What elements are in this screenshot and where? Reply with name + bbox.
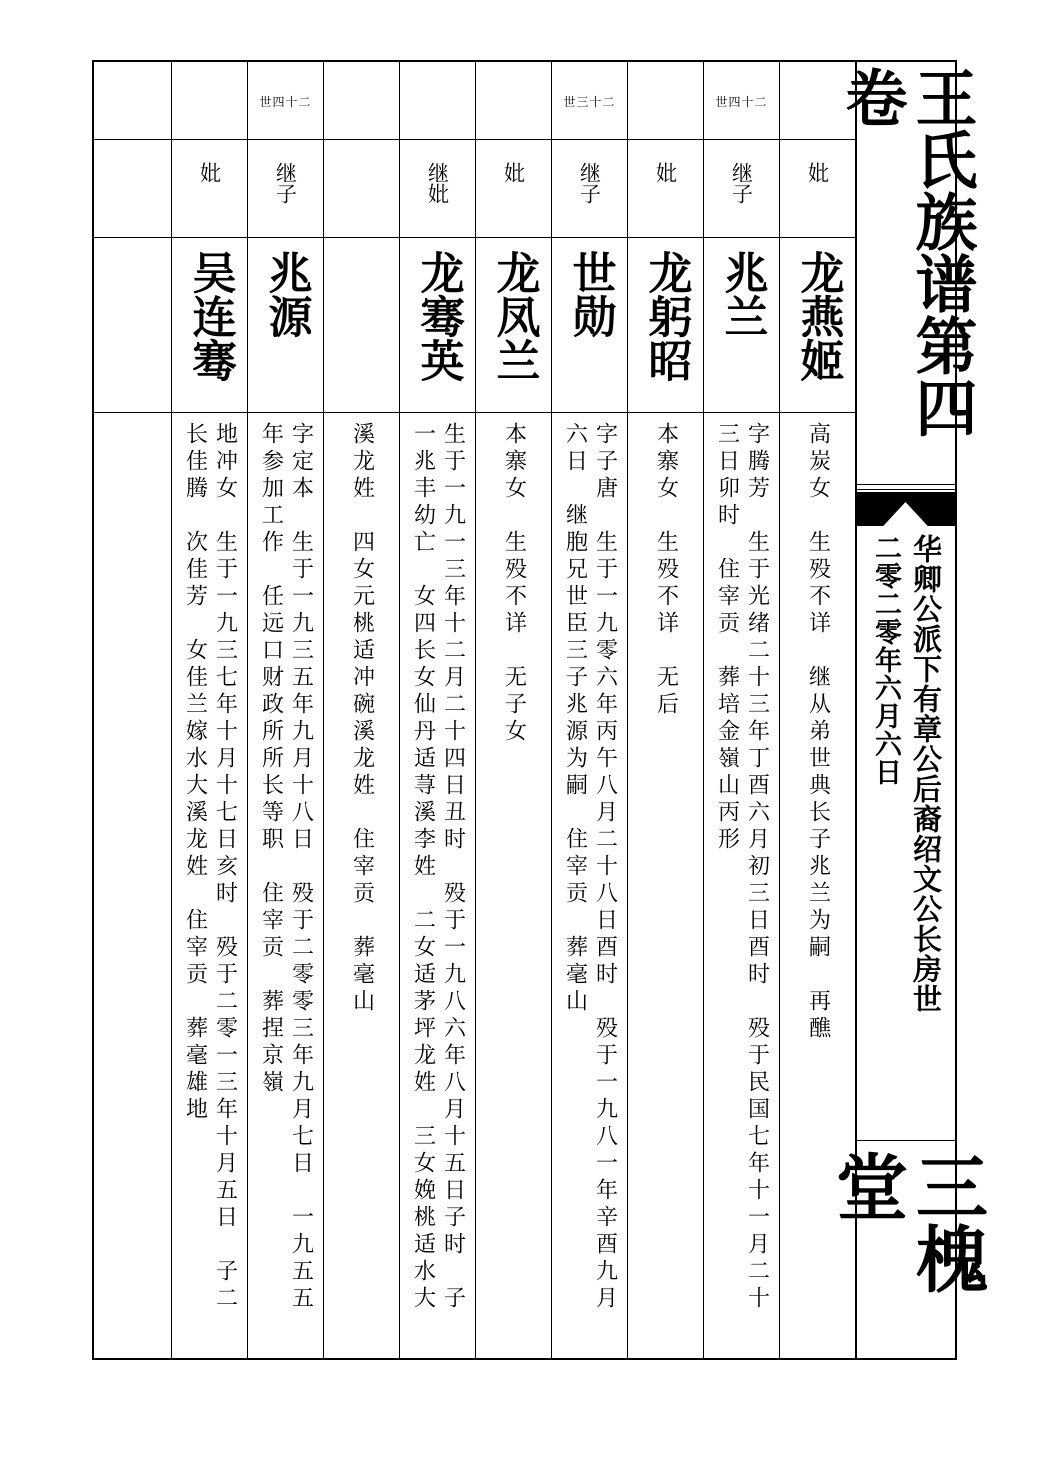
generation-label [400, 62, 475, 140]
generation-label [94, 62, 171, 140]
person-column [475, 62, 551, 1358]
person-name: 世勋 [564, 250, 616, 338]
person-name: 龙凤兰 [488, 250, 540, 382]
relation-label: 继妣 [425, 162, 450, 204]
compile-date: 二零二零年六月六日 [870, 534, 901, 786]
biography-line: 字子唐 生于一九零六年丙午八月二十八日酉时 殁于一九八一年辛酉九月 [592, 422, 618, 1313]
biography-line: 高炭女 生殁不详 继从弟世典长子兆兰为嗣 再醮 [805, 422, 831, 1043]
person-column [399, 62, 475, 1358]
generation-label [628, 62, 703, 140]
relation-label: 妣 [501, 162, 526, 183]
biography-line: 生于一九一三年十二月二十四日丑时 殁于一九八六年八月十五日子时 子 [440, 422, 466, 1313]
biography-line: 本寨女 生殁不详 无子女 [501, 422, 527, 746]
relation-label: 继子 [273, 162, 298, 204]
person-column [247, 62, 323, 1358]
generation-label [172, 62, 247, 140]
biography-line: 溪龙姓 四女元桃适冲碗溪龙姓 住宰贡 葬毫山 [349, 422, 375, 1016]
biography-line: 字定本 生于一九三五年九月十八日 殁于二零零三年九月七日 一九五五 [288, 422, 314, 1313]
hall-name: 三槐堂 [824, 1150, 988, 1294]
biography-line: 本寨女 生殁不详 无后 [653, 422, 679, 719]
biography-line: 六日 继胞兄世臣三子兆源为嗣 住宰贡 葬毫山 [562, 422, 588, 1016]
person-name: 龙躬昭 [640, 250, 692, 382]
genealogy-page-frame [92, 60, 988, 1360]
person-column [551, 62, 627, 1358]
generation-label [324, 62, 399, 140]
person-column [627, 62, 703, 1358]
biography-line: 长佳腾 次佳芳 女佳兰嫁水大溪龙姓 住宰贡 葬毫雄地 [182, 422, 208, 1124]
biography-line: 地冲女 生于一九三七年十月十七日亥时 殁于二零一三年十月五日 子二 [212, 422, 238, 1313]
hall-divider-line [857, 1140, 955, 1141]
black-banner-ornament [857, 492, 955, 526]
book-title: 王氏族谱第四卷 [835, 66, 978, 438]
relation-label: 妣 [805, 162, 830, 183]
biography-line: 字腾芳 生于光绪二十三年丁酉六月初三日酉时 殁于民国七年十一月二十 [744, 422, 770, 1313]
person-name: 龙燕姬 [792, 250, 844, 382]
person-column [323, 62, 399, 1358]
person-name: 兆源 [260, 250, 312, 338]
relation-label: 妣 [197, 162, 222, 183]
relation-label: 继子 [729, 162, 754, 204]
generation-label [476, 62, 551, 140]
person-column [703, 62, 779, 1358]
biography-line: 一兆丰幼亡 女四长女仙丹适荨溪李姓 二女适茅坪龙姓 三女娩桃适水大 [410, 422, 436, 1313]
generation-label: 世四十二 [715, 94, 768, 109]
branch-subtitle: 华卿公派下有章公后裔绍文公长房世 [909, 534, 943, 1014]
title-divider-line [857, 489, 955, 490]
empty-column [94, 62, 171, 1358]
person-name: 吴连骞 [184, 250, 236, 382]
biography-line: 年参加工作 任远口财政所所长等职 住宰贡 葬捏京嶺 [258, 422, 284, 1097]
biography-line: 三日卯时 住宰贡 葬培金嶺山丙形 [714, 422, 740, 854]
generation-label: 世四十二 [259, 94, 312, 109]
title-divider-line [857, 484, 955, 485]
relation-label: 妣 [653, 162, 678, 183]
person-name: 龙骞英 [412, 250, 464, 382]
title-panel [824, 62, 988, 1358]
generation-label: 世三十二 [563, 94, 616, 109]
person-name: 兆兰 [716, 250, 768, 338]
relation-label: 继子 [577, 162, 602, 204]
person-column [171, 62, 247, 1358]
